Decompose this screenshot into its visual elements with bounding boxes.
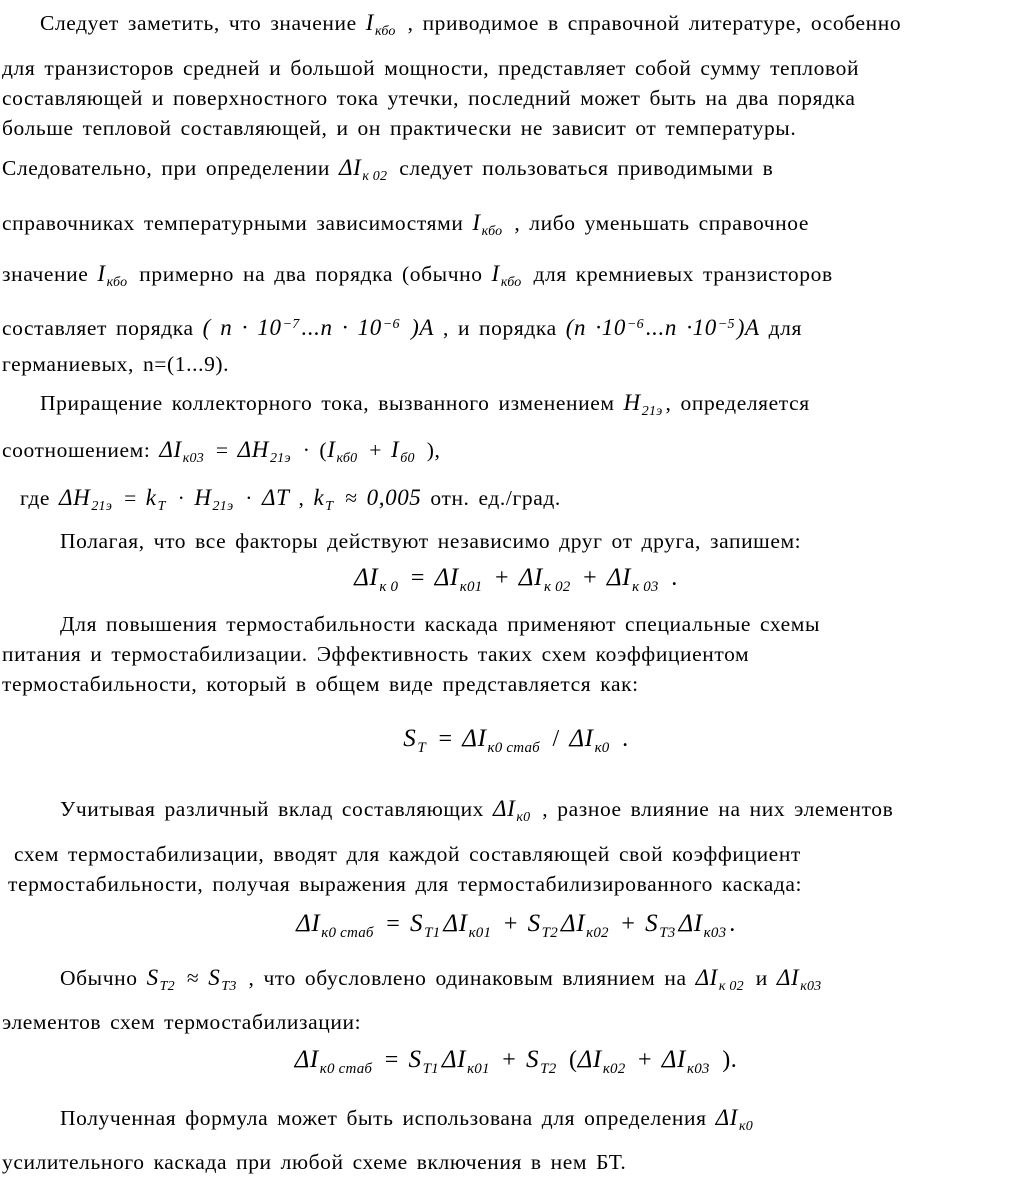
subscript: к0 — [516, 810, 531, 825]
math-variable: ΔI — [776, 965, 800, 990]
text-line — [0, 526, 1032, 556]
subscript: к01 — [459, 579, 483, 595]
text-segment: для транзисторов средней и большой мощности, представляет собой сумму тепловой — [2, 56, 860, 80]
text-line — [0, 202, 1032, 253]
math-variable: )А — [401, 315, 435, 340]
subscript: 21э — [212, 499, 234, 514]
text-segment: Приращение коллекторного тока, вызванного изменением — [40, 391, 624, 415]
text-segment: = — [115, 486, 146, 510]
display-formula — [0, 556, 1032, 609]
text-segment: термостабильности, получая выражения для термостабилизированного каскада: — [8, 872, 803, 896]
subscript: T1 — [422, 1061, 439, 1077]
math-variable: ΔI — [518, 564, 543, 591]
subscript: T2 — [159, 979, 175, 994]
math-variable: ΔI — [296, 910, 321, 937]
text-line — [0, 958, 1032, 1007]
text-segment: · ( — [293, 438, 328, 462]
subscript: к03 — [686, 1061, 710, 1077]
text-segment: + — [573, 565, 607, 591]
text-segment: для кремниевых транзисторов — [524, 262, 833, 286]
subscript: к 0 — [379, 579, 399, 595]
math-variable: ( n · 10 — [202, 315, 282, 340]
math-variable: ΔH — [237, 437, 269, 462]
math-variable: S — [208, 965, 221, 990]
math-variable: S — [408, 1046, 422, 1073]
math-variable: ΔI — [462, 725, 487, 752]
math-variable: ΔI — [159, 437, 182, 462]
subscript: T — [325, 499, 334, 514]
math-variable: I — [97, 261, 106, 286]
math-variable: ΔI — [661, 1046, 686, 1073]
math-variable: ...n ·10 — [645, 315, 717, 340]
text-line — [0, 253, 1032, 304]
subscript: к02 — [602, 1061, 626, 1077]
text-segment: ). — [712, 1047, 738, 1073]
text-segment: больше тепловой составляющей, и он практически не зависит от температуры. — [2, 116, 797, 140]
text-segment: + — [628, 1047, 662, 1073]
math-variable: H — [194, 485, 212, 510]
subscript: к0 стаб — [321, 925, 374, 941]
subscript: к02 — [586, 925, 609, 941]
math-variable: ΔI — [493, 796, 516, 821]
math-variable: ΔI — [715, 1105, 738, 1130]
display-formula — [0, 711, 1032, 776]
math-variable: ΔI — [678, 910, 703, 937]
text-line — [0, 869, 1032, 899]
text-segment: , что обусловлено одинаковым влиянием на — [239, 966, 696, 990]
math-variable: S — [527, 910, 541, 937]
text-line — [0, 669, 1032, 699]
math-variable: 0,005 — [366, 485, 422, 510]
math-variable: I — [365, 10, 374, 35]
text-segment: и — [746, 966, 777, 990]
subscript: к01 — [468, 925, 492, 941]
text-segment: , либо уменьшать справочное — [505, 211, 810, 235]
text-segment: где — [20, 486, 60, 510]
text-segment: · — [236, 486, 263, 510]
text-segment: + — [494, 911, 528, 937]
text-segment: , разное влияние на них элементов — [533, 797, 894, 821]
subscript: T3 — [221, 979, 237, 994]
subscript: к03 — [703, 925, 727, 941]
subscript: к 02 — [362, 169, 388, 184]
math-variable: ΔI — [560, 910, 586, 937]
text-segment: усилительного каскада при любой схеме включения в нем БТ. — [2, 1150, 627, 1174]
math-variable: ΔI — [443, 910, 468, 937]
text-segment: = — [428, 726, 463, 752]
subscript: к03 — [800, 979, 822, 994]
text-segment: для — [759, 316, 803, 340]
text-segment: = — [376, 911, 411, 937]
math-variable: k — [313, 485, 325, 510]
math-variable: H — [623, 390, 641, 415]
text-segment: + — [611, 911, 646, 937]
text-line — [0, 83, 1032, 113]
text-line — [0, 53, 1032, 83]
subscript: T3 — [659, 925, 676, 941]
text-line — [0, 147, 1032, 198]
document-body — [0, 6, 1032, 1177]
text-line — [0, 639, 1032, 669]
math-variable: ΔI — [339, 155, 362, 180]
subscript: кбо — [374, 24, 396, 39]
text-segment: составляет порядка — [2, 316, 203, 340]
superscript: −5 — [717, 317, 735, 332]
math-variable: ΔT — [262, 485, 290, 510]
text-segment: . — [612, 726, 629, 752]
subscript: к03 — [182, 451, 204, 466]
text-segment: / — [542, 726, 570, 752]
math-variable: k — [145, 485, 157, 510]
text-segment: ≈ — [336, 486, 367, 510]
text-segment: Следует заметить, что значение — [40, 11, 366, 35]
text-segment: ( — [559, 1047, 578, 1073]
subscript: T2 — [540, 1061, 557, 1077]
math-variable: ΔI — [294, 1046, 319, 1073]
text-segment: схем термостабилизации, вводят для каждой составляющей свой коэффициент — [14, 842, 801, 866]
display-formula — [0, 1037, 1032, 1092]
text-segment: следует пользоваться приводимыми в — [390, 156, 774, 180]
text-line — [0, 113, 1032, 143]
text-segment: ≈ — [177, 966, 209, 990]
math-variable: )А — [736, 315, 760, 340]
subscript: к 03 — [632, 579, 659, 595]
text-segment: , и порядка — [434, 316, 566, 340]
math-variable: ΔI — [695, 965, 718, 990]
text-line — [0, 609, 1032, 639]
superscript: −6 — [626, 317, 644, 332]
text-segment: соотношением: — [2, 438, 160, 462]
text-segment: Обычно — [60, 966, 147, 990]
text-segment: составляющей и поверхностного тока утечки, последний может быть на два порядка — [2, 86, 856, 110]
text-segment: Полученная формула может быть использована для определения — [60, 1106, 716, 1130]
subscript: б0 — [400, 451, 415, 466]
subscript: к01 — [467, 1061, 490, 1077]
math-variable: I — [472, 210, 481, 235]
subscript: T2 — [541, 925, 558, 941]
text-segment: , приводимое в справочной литературе, особенно — [398, 11, 902, 35]
subscript: кбо — [106, 275, 128, 290]
math-variable: S — [410, 910, 424, 937]
text-segment: Учитывая различный вклад составляющих — [60, 797, 494, 821]
text-segment: + — [492, 1047, 527, 1073]
text-line — [0, 1147, 1032, 1177]
text-segment: отн. ед./град. — [421, 486, 561, 510]
text-segment: . — [729, 911, 736, 937]
math-variable: S — [403, 725, 417, 752]
text-segment: = — [375, 1047, 409, 1073]
math-variable: ΔI — [569, 725, 594, 752]
subscript: к0 — [738, 1119, 753, 1134]
math-variable: ...n · 10 — [301, 315, 382, 340]
text-line — [0, 6, 1032, 49]
math-variable: I — [491, 261, 500, 286]
math-variable: S — [526, 1046, 540, 1073]
subscript: 21э — [641, 404, 663, 419]
subscript: к0 стаб — [487, 740, 540, 756]
math-variable: S — [146, 965, 159, 990]
text-line — [0, 304, 1032, 349]
formula-line — [0, 430, 1032, 479]
text-segment: , определяется — [665, 391, 810, 415]
subscript: кбо — [481, 224, 503, 239]
text-line — [0, 839, 1032, 869]
math-variable: I — [327, 437, 336, 462]
subscript: T1 — [424, 925, 441, 941]
math-variable: ΔI — [354, 564, 379, 591]
text-segment: , — [289, 486, 314, 510]
formula-line — [0, 479, 1032, 526]
math-variable: (n ·10 — [565, 315, 626, 340]
math-variable: S — [645, 910, 659, 937]
superscript: −7 — [282, 317, 300, 332]
text-segment: термостабильности, который в общем виде представляется как: — [2, 672, 639, 696]
text-segment: элементов схем термостабилизации: — [2, 1010, 362, 1034]
text-segment: Полагая, что все факторы действуют независимо друг от друга, запишем: — [60, 529, 802, 553]
text-segment: = — [401, 565, 435, 591]
subscript: к0 — [594, 740, 610, 756]
text-line — [0, 788, 1032, 839]
text-segment: · — [168, 486, 195, 510]
subscript: кб0 — [336, 451, 358, 466]
text-segment: Следовательно, при определении — [2, 156, 339, 180]
subscript: T — [157, 499, 166, 514]
subscript: T — [417, 740, 426, 756]
subscript: 21э — [269, 451, 291, 466]
superscript: −6 — [382, 317, 400, 332]
math-variable: ΔI — [577, 1046, 602, 1073]
math-variable: ΔI — [606, 564, 632, 591]
subscript: к 02 — [543, 579, 571, 595]
text-segment: = — [206, 438, 238, 462]
text-line — [0, 385, 1032, 430]
math-variable: ΔI — [434, 564, 459, 591]
subscript: к0 стаб — [319, 1061, 373, 1077]
text-segment: примерно на два порядка (обычно — [130, 262, 492, 286]
display-formula — [0, 901, 1032, 956]
subscript: кбо — [500, 275, 522, 290]
text-segment: питания и термостабилизации. Эффективность таких схем коэффициентом — [2, 642, 750, 666]
text-segment: . — [661, 565, 678, 591]
text-segment: ), — [417, 438, 441, 462]
math-variable: I — [391, 437, 400, 462]
text-line — [0, 1007, 1032, 1037]
text-line — [0, 1098, 1032, 1147]
math-variable: ΔI — [441, 1046, 467, 1073]
subscript: 21э — [91, 499, 113, 514]
math-variable: ΔH — [59, 485, 91, 510]
text-segment: значение — [2, 262, 98, 286]
text-segment: германиевых, n=(1...9). — [2, 352, 230, 376]
subscript: к 02 — [718, 979, 744, 994]
text-segment: + — [485, 565, 519, 591]
text-segment: Для повышения термостабильности каскада применяют специальные схемы — [60, 612, 821, 636]
text-line — [0, 349, 1032, 379]
text-segment: + — [360, 438, 391, 462]
text-segment: справочниках температурными зависимостями — [2, 211, 473, 235]
